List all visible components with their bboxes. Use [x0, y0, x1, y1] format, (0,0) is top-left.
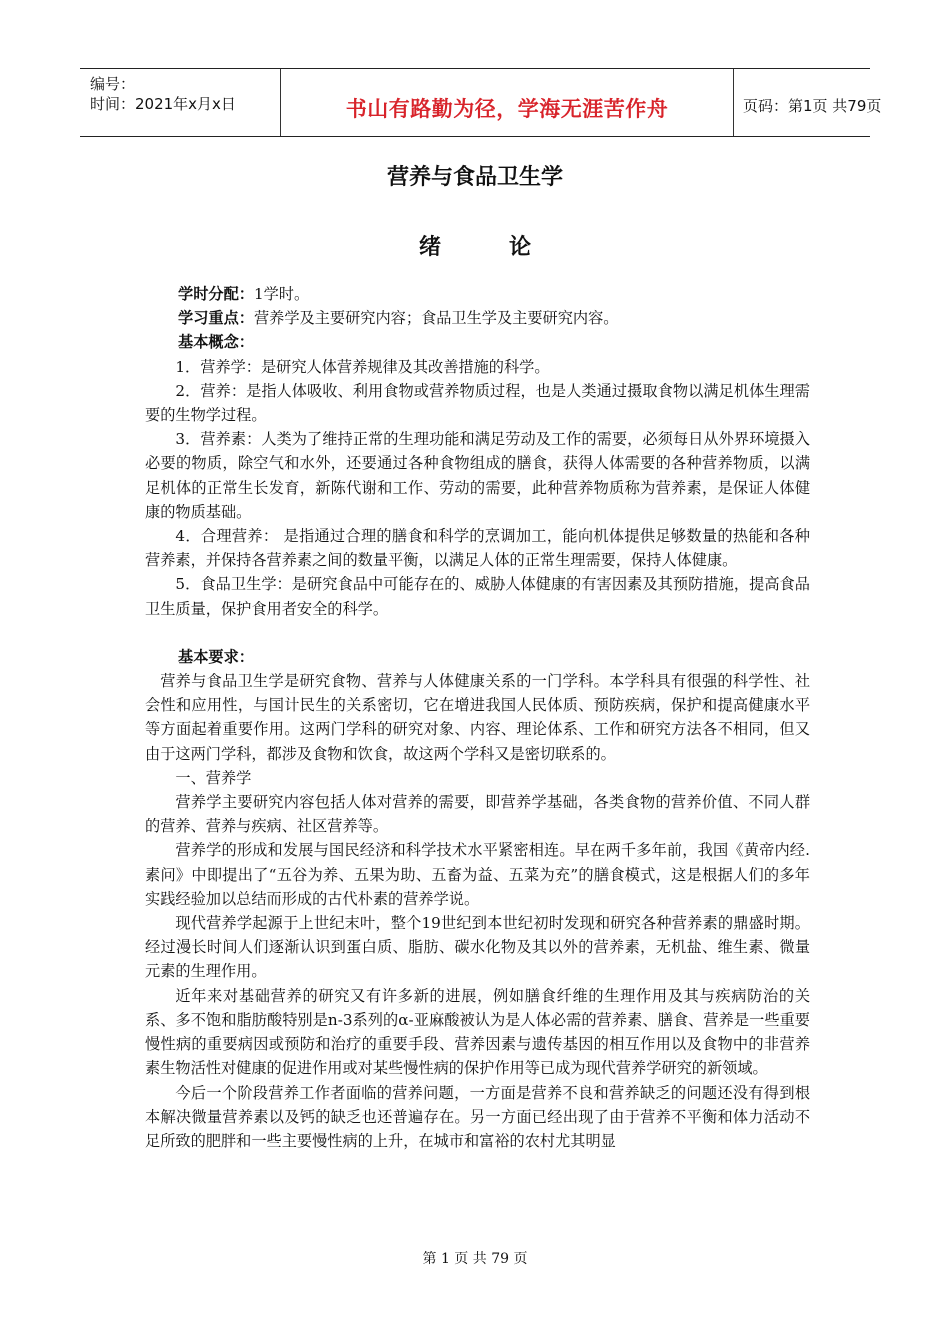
body-paragraph: 今后一个阶段营养工作者面临的营养问题，一方面是营养不良和营养缺乏的问题还没有得到根本解决微量营养素以及钙的缺乏也还普遍存在。另一方面已经出现了由于营养不平衡和体力活动不足所致的肥胖和一些主要慢性病的上升，在城市和富裕的农村尤其明显	[145, 1083, 810, 1150]
section-title	[0, 230, 950, 261]
concept-item: 2．营养：是指人体吸收、利用食物或营养物质过程，也是人类通过摄取食物以满足机体生理需要的生物学过程。	[145, 381, 810, 425]
key-points: 学习重点：营养学及主要研究内容；食品卫生学及主要研究内容。	[178, 309, 619, 328]
motto: 书山有路勤为径，学海无涯苦作舟	[345, 97, 669, 121]
header-motto-cell	[280, 69, 734, 136]
concept-item: 3．营养素：人类为了维持正常的生理功能和满足劳动及工作的需要，必须每日从外界环境摄入必要的物质，除空气和水外，还要通过各种食物组成的膳食，获得人体需要的各种营养物质，以满足机体的正常生长发育，新陈代谢和工作、劳动的需要，此种营养物质称为营养素，是保证人体健康的物质基础。	[145, 430, 810, 521]
basic-requirements-heading: 基本要求：	[178, 647, 254, 666]
section-heading: 一、营养学	[175, 768, 252, 787]
page-info: 页码：第1页 共79页	[743, 97, 882, 115]
concept-item: 5．食品卫生学：是研究食品中可能存在的、威胁人体健康的有害因素及其预防措施，提高食品卫生质量，保护食用者安全的科学。	[145, 575, 810, 618]
section-title-char-2: 论	[509, 235, 532, 260]
time-label: 时间：2021年x月x日	[90, 95, 236, 113]
body-paragraph: 营养学的形成和发展与国民经济和科学技术水平紧密相连。早在两千多年前，我国《黄帝内经.素问》中即提出了“五谷为养、五果为助、五畜为益、五菜为充”的膳食模式，这是根据人们的多年实践经验加以总结而形成的古代朴素的营养学说。	[145, 841, 810, 908]
document-body	[145, 282, 810, 1153]
document-header	[80, 68, 882, 137]
concept-item: 4．合理营养： 是指通过合理的膳食和科学的烹调加工，能向机体提供足够数量的热能和各种营养素，并保持各营养素之间的数量平衡，以满足人体的正常生理需要，保持人体健康。	[145, 527, 810, 570]
page-footer: 第 1 页 共 79 页	[422, 1251, 528, 1267]
body-paragraph: 现代营养学起源于上世纪末叶，整个19世纪到本世纪初时发现和研究各种营养素的鼎盛时期。经过漫长时间人们逐渐认识到蛋白质、脂肪、碳水化物及其以外的营养素，无机盐、维生素、微量元素的生理作用。	[145, 914, 810, 981]
basic-concepts-heading: 基本概念：	[178, 333, 254, 352]
concept-item: 1．营养学：是研究人体营养规律及其改善措施的科学。	[175, 357, 550, 376]
requirements-intro: 营养与食品卫生学是研究食物、营养与人体健康关系的一门学科。本学科具有很强的科学性、社会性和应用性，与国计民生的关系密切，它在增进我国人民体质、预防疾病，保护和提高健康水平等方面起着重要作用。这两门学科的研究对象、内容、理论体系、工作和研究方法各不相同，但又由于这两门学科，都涉及食物和饮食，故这两个学科又是密切联系的。	[145, 672, 810, 763]
body-paragraph: 近年来对基础营养的研究又有许多新的进展，例如膳食纤维的生理作用及其与疾病防治的关系、多不饱和脂肪酸特别是n-3系列的α-亚麻酸被认为是人体必需的营养素、膳食、营养是一些重要慢性病的重要病因或预防和治疗的重要手段、营养因素与遗传基因的相互作用以及食物中的非营养素生物活性对健康的促进作用或对某些慢性病的保护作用等已成为现代营养学研究的新领域。	[145, 986, 810, 1078]
header-meta-cell	[80, 69, 280, 136]
body-paragraph: 营养学主要研究内容包括人体对营养的需要，即营养学基础，各类食物的营养价值、不同人群的营养、营养与疾病、社区营养等。	[145, 793, 810, 836]
section-title-char-1: 绪	[418, 235, 441, 260]
document-title: 营养与食品卫生学	[386, 165, 563, 190]
number-label: 编号：	[90, 75, 136, 93]
spacer	[145, 621, 810, 645]
header-page-cell	[733, 69, 882, 136]
study-hours: 学时分配：1学时。	[178, 285, 310, 303]
